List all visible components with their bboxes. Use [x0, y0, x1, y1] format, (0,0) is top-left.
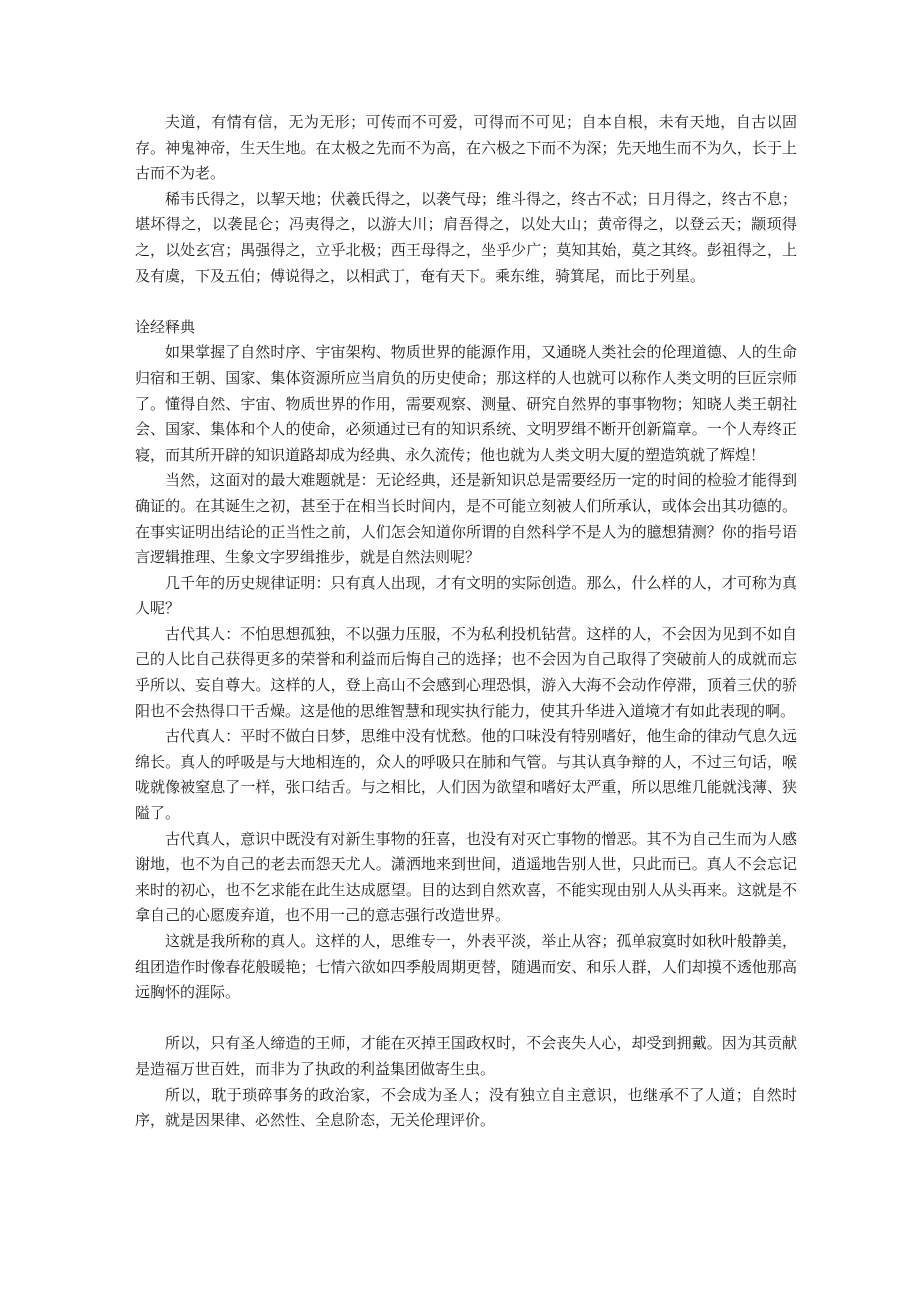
interpretation-paragraph-3: 几千年的历史规律证明：只有真人出现，才有文明的实际创造。那么，什么样的人，才可称为真人呢？ [135, 573, 797, 618]
spacer [135, 1006, 797, 1032]
interpretation-paragraph-6: 古代真人，意识中既没有对新生事物的狂喜，也没有对灭亡事物的憎恶。其不为自己生而为人感谢地，也不为自己的老去而怨天尤人。潇洒地来到世间，逍遥地告别人世，只此而已。真人不会忘记来时的初心，也不乞求能在此生达成愿望。目的达到自然欢喜，不能实现由别人从头再来。这就是不拿自己的心愿废弃道，也不用一己的意志强行改造世界。 [135, 829, 797, 925]
spacer [135, 289, 797, 315]
interpretation-paragraph-5: 古代真人：平时不做白日梦，思维中没有忧愁。他的口味没有特别嗜好，他生命的律动气息久远绵长。真人的呼吸是与大地相连的，众人的呼吸只在肺和气管。与其认真争辩的人，不过三句话，喉咙就像被窒息了一样，张口结舌。与之相比，人们因为欲望和嗜好太严重，所以思维几能就浅薄、狭隘了。 [135, 727, 797, 823]
interpretation-paragraph-4: 古代其人：不怕思想孤独，不以强力压服，不为私利投机钻营。这样的人，不会因为见到不如自己的人比自己获得更多的荣誉和利益而后悔自己的选择；也不会因为自己取得了突破前人的成就而忘乎所以、妄自尊大。这样的人，登上高山不会感到心理恐惧，游入大海不会动作停滞，顶着三伏的骄阳也不会热得口干舌燥。这是他的思维智慧和现实执行能力，使其升华进入道境才有如此表现的啊。 [135, 624, 797, 720]
interpretation-paragraph-2: 当然，这面对的最大难题就是：无论经典，还是新知识总是需要经历一定的时间的检验才能得到确证的。在其诞生之初，甚至于在相当长时间内，是不可能立刻被人们所承认，或体会出其功德的。在事实证明出结论的正当性之前，人们怎会知道你所谓的自然科学不是人为的臆想猜测？你的指号语言逻辑推理、生象文字罗缉推步，就是自然法则呢？ [135, 471, 797, 567]
classic-paragraph-2: 稀韦氏得之，以挈天地；伏羲氏得之，以袭气母；维斗得之，终古不忒；日月得之，终古不息；堪坏得之，以袭昆仑；冯夷得之，以游大川；肩吾得之，以处大山；黄帝得之，以登云天；颛顼得之，以处玄宫；禺强得之，立乎北极；西王母得之，坐乎少广；莫知其始，莫之其终。彭祖得之，上及有虞，下及五伯；傅说得之，以相武丁，奄有天下。乘东维，骑箕尾，而比于列星。 [135, 189, 797, 285]
interpretation-paragraph-7: 这就是我所称的真人。这样的人，思维专一，外表平淡，举止从容；孤单寂寞时如秋叶般静美，组团造作时像春花般暖艳；七情六欲如四季般周期更替，随遇而安、和乐人群，人们却摸不透他那高远胸怀的涯际。 [135, 932, 797, 1002]
classic-paragraph-1: 夫道，有情有信，无为无形；可传而不可爱，可得而不可见；自本自根，未有天地，自古以固存。神鬼神帝，生天生地。在太极之先而不为高，在六极之下而不为深；先天地生而不为久，长于上古而不为老。 [135, 113, 797, 183]
section-title: 诠经释典 [135, 317, 196, 336]
conclusion-paragraph-2: 所以，耽于琐碎事务的政治家，不会成为圣人；没有独立自主意识，也继承不了人道；自然时序，就是因果律、必然性、全息阶态，无关伦理评价。 [135, 1085, 797, 1130]
interpretation-paragraph-1: 如果掌握了自然时序、宇宙架构、物质世界的能源作用，又通晓人类社会的伦理道德、人的生命归宿和王朝、国家、集体资源所应当肩负的历史使命；那这样的人也就可以称作人类文明的巨匠宗师了。懂得自然、宇宙、物质世界的作用，需要观察、测量、研究自然界的事事物物；知晓人类王朝社会、国家、集体和个人的使命，必须通过已有的知识系统、文明罗缉不断开创新篇章。一个人寿终正寝，而其所开辟的知识道路却成为经典、永久流传；他也就为人类文明大厦的塑造筑就了辉煌！ [135, 343, 797, 464]
document-body [135, 110, 797, 1134]
conclusion-paragraph-1: 所以，只有圣人缔造的王师，才能在灭掉王国政权时，不会丧失人心，却受到拥戴。因为其贡献是造福万世百姓，而非为了执政的利益集团做寄生虫。 [135, 1034, 797, 1078]
